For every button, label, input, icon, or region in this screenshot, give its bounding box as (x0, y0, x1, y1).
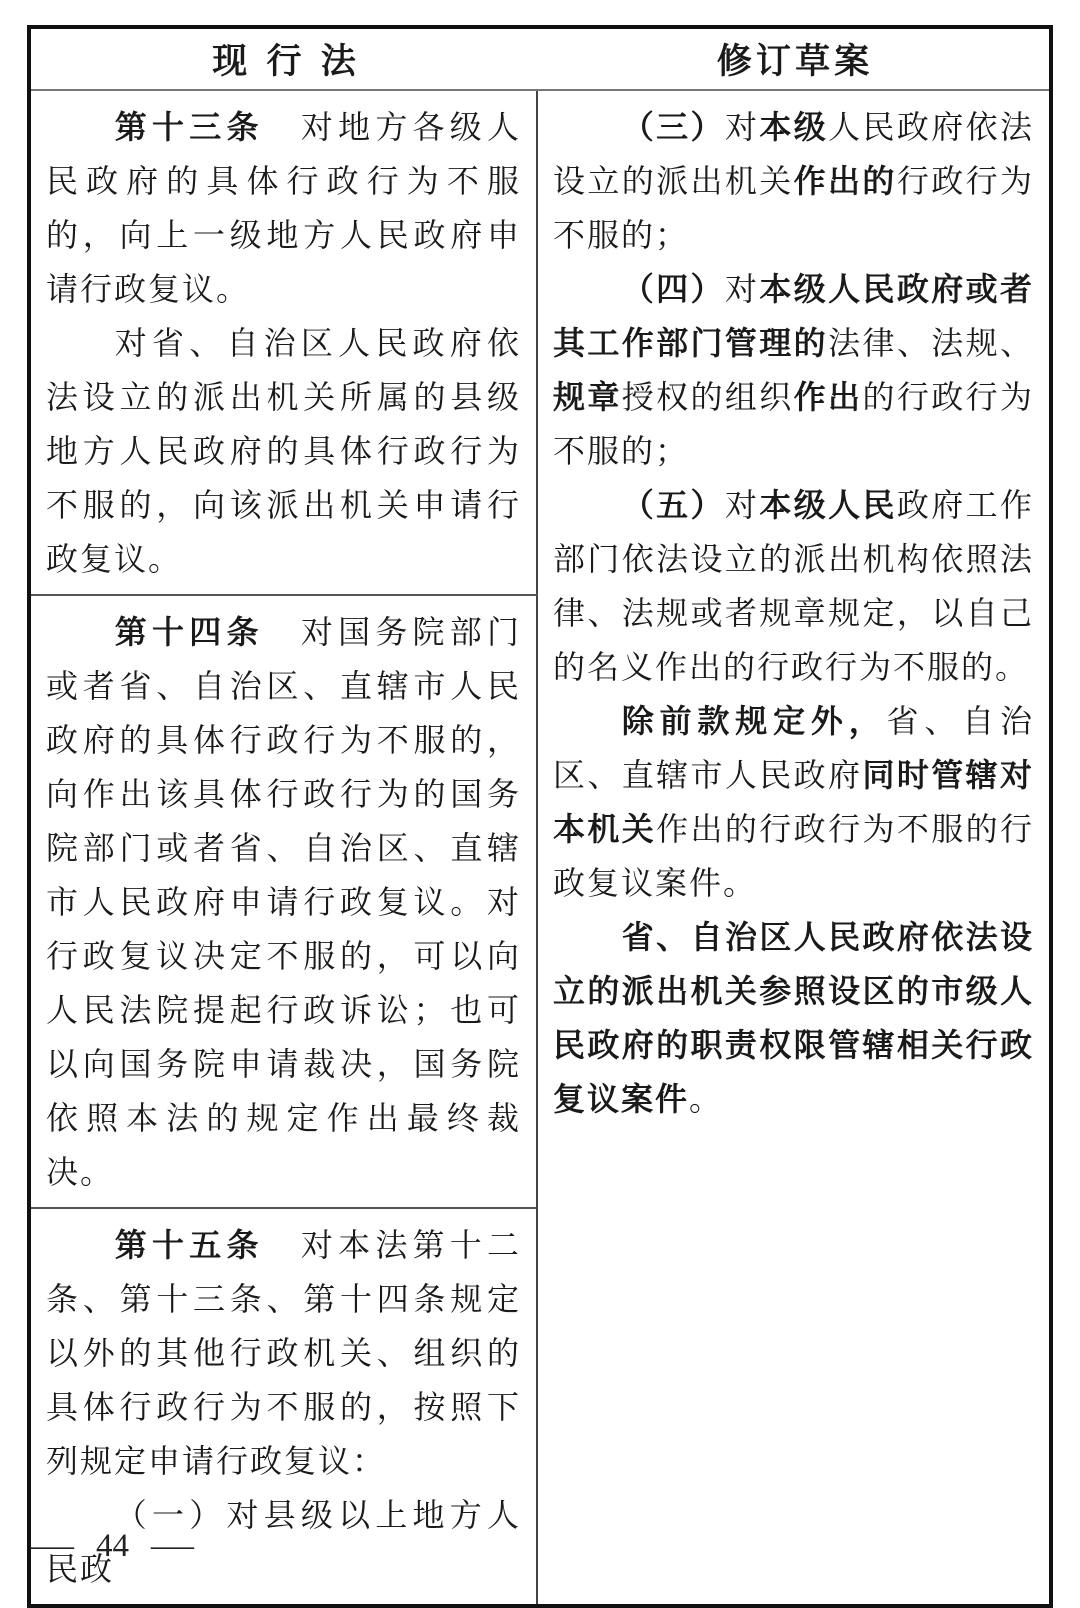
body-text: 。 (689, 1081, 724, 1117)
table-header-row (29, 27, 1051, 90)
body-text: 对 (724, 271, 760, 307)
body-text: 对 (724, 109, 760, 145)
body-text: 人民政府依法设立的派出机关 (553, 109, 1034, 199)
emphasis-text: 省、自治区人民政府依法设立的派出机关参照设区的市级人民政府的职责权限管辖相关行政复议案件 (553, 919, 1034, 1117)
body-text: 行政行为不服的； (553, 163, 1034, 253)
emphasis-text: 作出 (793, 379, 863, 415)
body-text: 法律、法规、 (828, 325, 1034, 361)
emphasis-text: 第十四条 (114, 614, 264, 650)
article-14-cell (29, 595, 537, 1208)
body-text: 授权的组织 (621, 379, 794, 415)
footer-right-dash: — (151, 1528, 194, 1564)
paragraph (46, 1218, 521, 1488)
table-row (29, 90, 1051, 595)
paragraph (553, 910, 1034, 1126)
revision-draft-column-header: 修订草案 (537, 27, 1051, 90)
page-number: 44 (96, 1528, 129, 1564)
emphasis-text: （四） (621, 271, 725, 307)
law-comparison-table (27, 25, 1053, 1608)
paragraph (46, 316, 521, 586)
emphasis-text: （五） (621, 487, 725, 523)
footer-left-dash: — (31, 1528, 74, 1564)
emphasis-text: 第十三条 (114, 109, 264, 145)
body-text: （一）对县级以上地方人民政 (46, 1497, 521, 1587)
article-13-cell (29, 90, 537, 595)
paragraph (553, 694, 1034, 910)
emphasis-text: 规章 (553, 379, 622, 415)
emphasis-text: 除前款规定外， (621, 703, 887, 739)
body-text: 政府工作部门依法设立的派出机构依照法律、法规或者规章规定，以自己的名义作出的行政行为不服的。 (553, 487, 1034, 685)
emphasis-text: 同时管辖对本机关 (553, 757, 1034, 847)
emphasis-text: 第十五条 (114, 1227, 264, 1263)
body-text: 对本法第十二条、第十三条、第十四条规定以外的其他行政机关、组织的具体行政行为不服的，按照下列规定申请行政复议： (46, 1227, 521, 1479)
paragraph (46, 100, 521, 316)
body-text: 对国务院部门或者省、自治区、直辖市人民政府的具体行政行为不服的，向作出该具体行政行为的国务院部门或者省、自治区、直辖市人民政府申请行政复议。对行政复议决定不服的，可以向人民法院提起行政诉讼；也可以向国务院申请裁决，国务院依照本法的规定作出最终裁决。 (46, 614, 521, 1190)
paragraph (46, 605, 521, 1199)
paragraph (553, 478, 1034, 694)
page-footer (31, 1528, 194, 1565)
paragraph (553, 100, 1034, 262)
body-text: 对地方各级人民政府的具体行政行为不服的，向上一级地方人民政府申请行政复议。 (46, 109, 521, 307)
body-text: 省、自治区、直辖市人民政府 (553, 703, 1034, 793)
body-text: 对 (724, 487, 760, 523)
revision-draft-cell (537, 90, 1051, 1606)
emphasis-text: 本级人民 (759, 487, 897, 523)
emphasis-text: 本级人民政府或者其工作部门管理的 (553, 271, 1034, 361)
emphasis-text: 本级 (759, 109, 829, 145)
body-text: 的行政行为不服的； (553, 379, 1034, 469)
body-text: 对省、自治区人民政府依法设立的派出机关所属的县级地方人民政府的具体行政行为不服的，向该派出机关申请行政复议。 (46, 325, 521, 577)
emphasis-text: （三） (621, 109, 725, 145)
paragraph (553, 262, 1034, 478)
body-text: 作出的行政行为不服的行政复议案件。 (553, 811, 1034, 901)
current-law-column-header: 现行法 (29, 27, 537, 90)
emphasis-text: 作出的 (793, 163, 897, 199)
